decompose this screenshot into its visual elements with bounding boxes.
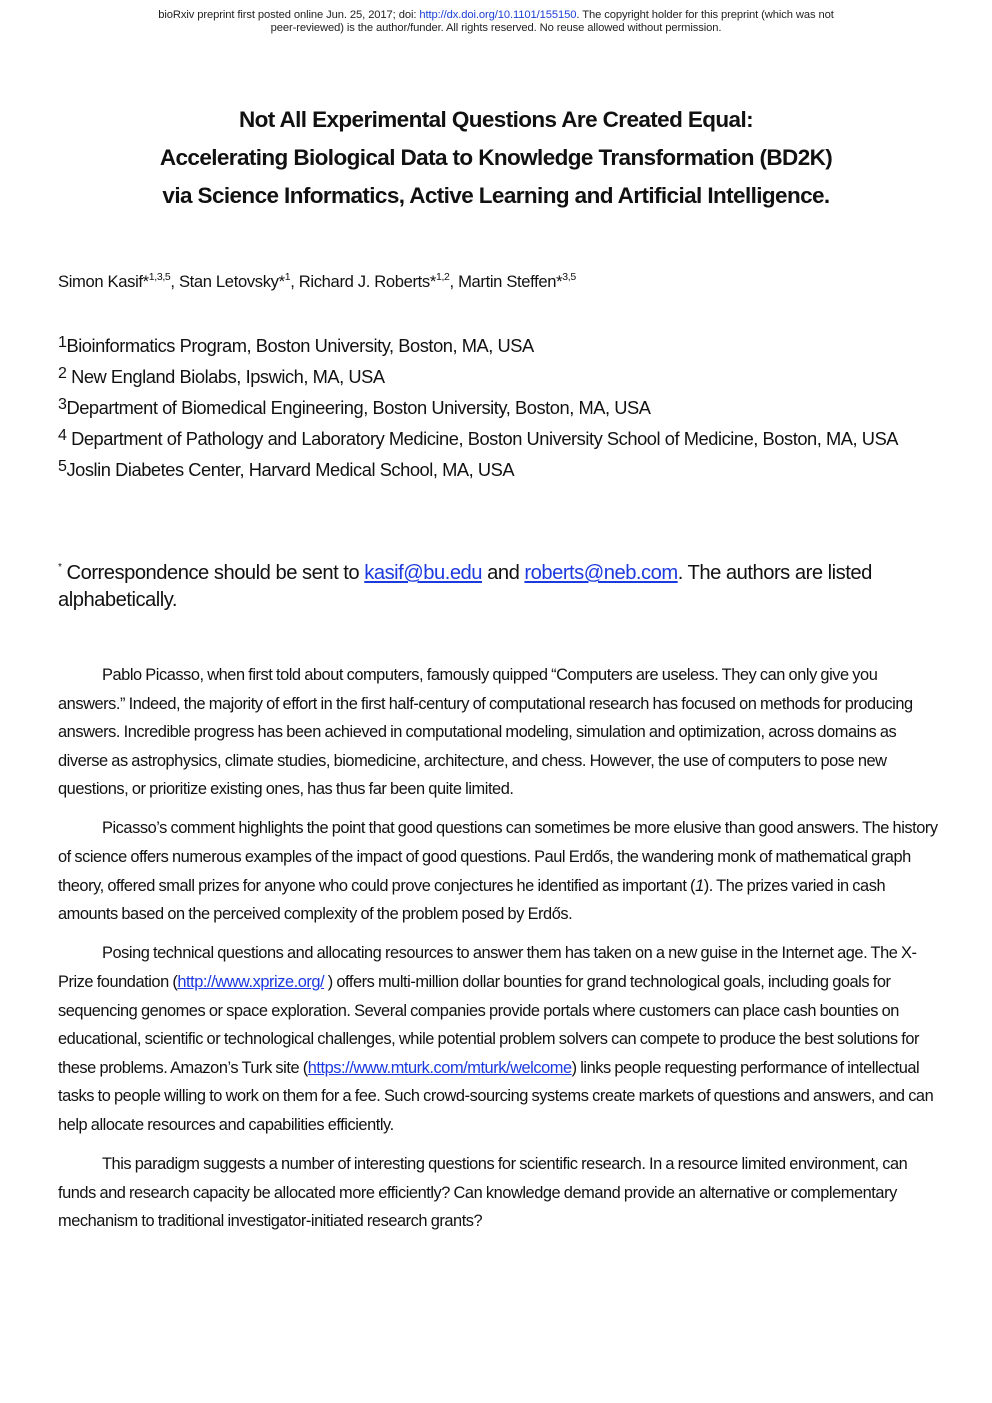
- author-separator: ,: [449, 272, 459, 291]
- affiliation-item: [58, 334, 938, 359]
- author-affiliation-sup: 1,3,5: [148, 271, 171, 283]
- author-name: Stan Letovsky*: [178, 272, 285, 291]
- paragraph-text: ) offers multi-million dollar bounties for grand technological goals, including goals for sequencing genomes or space exploration. Several companies provide portals where customers can place cash bounties on educational, scientific or technological challenges, while potential problem solvers can compete to produce the best solutions for these problems. Amazon’s Turk site (: [58, 972, 920, 1077]
- affiliation-text: Bioinformatics Program, Boston University, Boston, MA, USA: [66, 335, 534, 356]
- affiliation-number: 1: [58, 334, 67, 351]
- correspondence-middle: and: [482, 562, 525, 584]
- mturk-link[interactable]: https://www.mturk.com/mturk/welcome: [307, 1058, 572, 1077]
- author-affiliation-sup: 1,2: [435, 271, 450, 283]
- affiliation-list: [58, 334, 938, 489]
- author-separator: ,: [170, 272, 179, 291]
- correspondence-suffix: . The authors are listed alphabetically.: [58, 562, 872, 611]
- body-text: [58, 661, 938, 1246]
- banner-suffix: . The copyright holder for this preprint (which was not: [576, 9, 834, 21]
- affiliation-number: 3: [58, 396, 67, 413]
- author-list: [58, 272, 576, 292]
- author-separator: ,: [290, 272, 299, 291]
- affiliation-item: [58, 365, 938, 390]
- paragraph-text: Picasso’s comment highlights the point that good questions can sometimes be more elusive than good answers. The history of science offers numerous examples of the impact of good questions. Paul Erdős, the wandering monk of mathematical graph theory, offered small prizes for anyone who could prove conjectures he identified as important (: [58, 819, 938, 895]
- paper-title: [0, 101, 992, 215]
- banner-line-2: peer-reviewed) is the author/funder. All rights reserved. No reuse allowed without permission.: [270, 21, 722, 34]
- email-link-kasif[interactable]: kasif@bu.edu: [364, 562, 483, 584]
- affiliation-text: Joslin Diabetes Center, Harvard Medical School, MA, USA: [66, 459, 515, 480]
- banner-line-1: [0, 9, 992, 22]
- doi-link[interactable]: http://dx.doi.org/10.1101/155150: [419, 9, 577, 21]
- paragraph-1: Pablo Picasso, when first told about computers, famously quipped “Computers are useless. They can only give you answers.” Indeed, the majority of effort in the first half-century of computational research has focused on methods for producing answers. Incredible progress has been achieved in computational modeling, simulation and optimization, across domains as diverse as astrophysics, climate studies, biomedicine, architecture, and chess. However, the use of computers to pose new questions, or prioritize existing ones, has thus far been quite limited.: [58, 666, 913, 799]
- title-line-3: via Science Informatics, Active Learning and Artificial Intelligence.: [162, 183, 830, 208]
- paragraph-text: ) links people requesting performance of intellectual tasks to people willing to work on them for a fee. Such crowd-sourcing systems create markets of questions and answers, and can help allocate resources and capabilities efficiently.: [58, 1058, 934, 1134]
- author-affiliation-sup: 3,5: [562, 271, 576, 283]
- affiliation-item: [58, 396, 938, 421]
- affiliation-number: 5: [58, 458, 67, 475]
- preprint-banner: [0, 9, 992, 34]
- paragraph-text: Posing technical questions and allocating resources to answer them has taken on a new guise in the Internet age. The X-Prize foundation (: [58, 944, 917, 991]
- citation-ref: 1: [695, 876, 704, 895]
- author-name: Richard J. Roberts*: [298, 272, 436, 291]
- affiliation-text: New England Biolabs, Ipswich, MA, USA: [66, 366, 385, 387]
- xprize-link[interactable]: http://www.xprize.org/: [177, 972, 325, 991]
- paragraph-text: ). The prizes varied in cash amounts based on the perceived complexity of the problem posed by Erdős.: [58, 876, 886, 924]
- author-name: Martin Steffen*: [458, 272, 563, 291]
- affiliation-item: [58, 458, 938, 483]
- correspondence-note: [58, 560, 938, 614]
- banner-prefix: bioRxiv preprint first posted online Jun. 25, 2017; doi:: [158, 9, 420, 21]
- affiliation-text: Department of Biomedical Engineering, Boston University, Boston, MA, USA: [66, 397, 651, 418]
- affiliation-item: [58, 427, 938, 452]
- author-name: Simon Kasif*: [58, 272, 149, 291]
- paragraph-4: This paradigm suggests a number of interesting questions for scientific research. In a resource limited environment, can funds and research capacity be allocated more efficiently? Can knowledge demand provide an alternative or complementary mechanism to traditional investigator-initiated research grants?: [58, 1155, 908, 1231]
- correspondence-prefix: Correspondence should be sent to: [61, 562, 365, 584]
- correspondence-marker: *: [58, 562, 62, 573]
- affiliation-number: 4: [58, 427, 67, 444]
- paragraph-2: [58, 814, 938, 928]
- email-link-roberts[interactable]: roberts@neb.com: [524, 562, 678, 584]
- title-line-1: Not All Experimental Questions Are Created Equal:: [238, 107, 754, 132]
- affiliation-number: 2: [58, 365, 67, 382]
- title-line-2: Accelerating Biological Data to Knowledge Transformation (BD2K): [159, 145, 833, 170]
- paragraph-3: [58, 939, 938, 1139]
- affiliation-text: Department of Pathology and Laboratory Medicine, Boston University School of Medicine, Boston, MA, USA: [66, 428, 899, 449]
- author-affiliation-sup: 1: [284, 271, 291, 283]
